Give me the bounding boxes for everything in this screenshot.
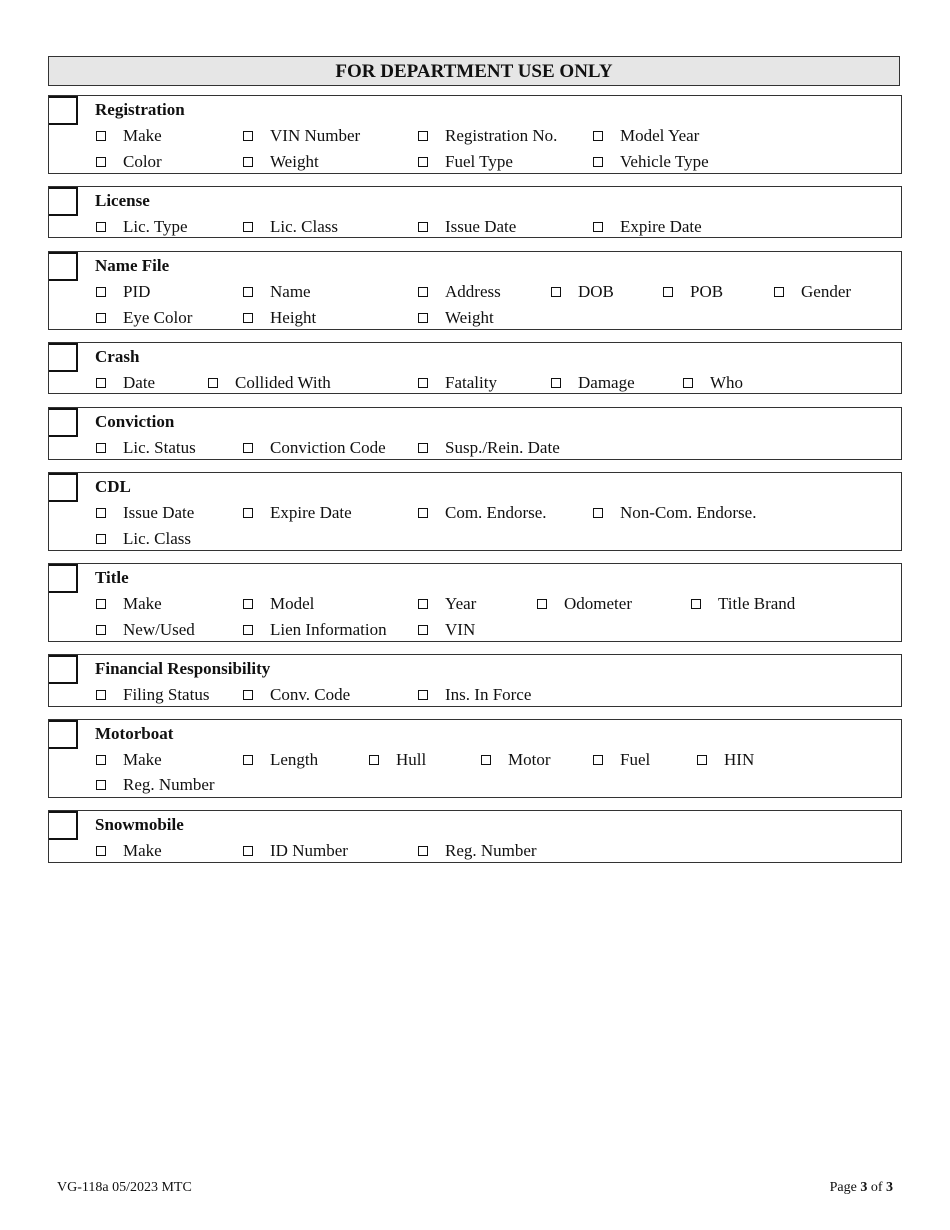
checkbox-label: Motor xyxy=(508,750,551,769)
section-cdl xyxy=(48,472,902,551)
page-current: 3 xyxy=(860,1180,868,1195)
checkbox-label: Filing Status xyxy=(123,685,210,704)
section-conviction xyxy=(48,407,902,460)
section-title: Crash xyxy=(95,347,140,366)
checkbox-icon[interactable] xyxy=(96,690,106,700)
checkbox-label: Weight xyxy=(445,308,494,327)
checkbox-icon[interactable] xyxy=(208,378,218,388)
checkbox-icon[interactable] xyxy=(96,780,106,790)
checkbox-icon[interactable] xyxy=(697,755,707,765)
section-checkbox[interactable] xyxy=(49,252,78,281)
checkbox-icon[interactable] xyxy=(96,443,106,453)
section-checkbox[interactable] xyxy=(49,811,78,840)
department-use-header: FOR DEPARTMENT USE ONLY xyxy=(48,56,900,86)
checkbox-label: Color xyxy=(123,152,162,171)
section-name-file xyxy=(48,251,902,330)
checkbox-icon[interactable] xyxy=(96,222,106,232)
checkbox-label: Issue Date xyxy=(123,503,195,522)
checkbox-icon[interactable] xyxy=(96,313,106,323)
checkbox-label: Date xyxy=(123,373,156,392)
section-checkbox[interactable] xyxy=(49,473,78,502)
checkbox-icon[interactable] xyxy=(418,157,428,167)
checkbox-icon[interactable] xyxy=(418,443,428,453)
checkbox-label: Weight xyxy=(270,152,319,171)
checkbox-icon[interactable] xyxy=(593,755,603,765)
section-checkbox[interactable] xyxy=(49,655,78,684)
checkbox-icon[interactable] xyxy=(96,755,106,765)
section-title-record xyxy=(48,563,902,642)
checkbox-label: POB xyxy=(690,282,724,301)
checkbox-label: Height xyxy=(270,308,317,327)
checkbox-label: Reg. Number xyxy=(123,775,215,794)
section-checkbox[interactable] xyxy=(49,187,78,216)
checkbox-icon[interactable] xyxy=(96,599,106,609)
checkbox-icon[interactable] xyxy=(243,625,253,635)
checkbox-label: ID Number xyxy=(270,841,348,860)
checkbox-icon[interactable] xyxy=(593,508,603,518)
checkbox-icon[interactable] xyxy=(369,755,379,765)
checkbox-icon[interactable] xyxy=(418,846,428,856)
section-title: Snowmobile xyxy=(95,815,184,834)
checkbox-icon[interactable] xyxy=(96,508,106,518)
checkbox-icon[interactable] xyxy=(418,599,428,609)
checkbox-label: Odometer xyxy=(564,594,632,613)
checkbox-label: Expire Date xyxy=(620,217,702,236)
section-title: License xyxy=(95,191,150,210)
checkbox-icon[interactable] xyxy=(243,690,253,700)
section-checkbox[interactable] xyxy=(49,564,78,593)
checkbox-icon[interactable] xyxy=(243,313,253,323)
checkbox-label: Damage xyxy=(578,373,635,392)
checkbox-label: Make xyxy=(123,750,162,769)
checkbox-icon[interactable] xyxy=(551,378,561,388)
checkbox-label: Conv. Code xyxy=(270,685,351,704)
checkbox-label: Gender xyxy=(801,282,852,301)
checkbox-label: Lic. Class xyxy=(123,529,191,548)
checkbox-label: HIN xyxy=(724,750,755,769)
section-checkbox[interactable] xyxy=(49,343,78,372)
checkbox-label: Make xyxy=(123,594,162,613)
section-snowmobile xyxy=(48,810,902,863)
section-title: CDL xyxy=(95,477,131,496)
checkbox-label: Name xyxy=(270,282,311,301)
checkbox-icon[interactable] xyxy=(96,378,106,388)
checkbox-icon[interactable] xyxy=(96,534,106,544)
checkbox-label: Lic. Status xyxy=(123,438,196,457)
checkbox-icon[interactable] xyxy=(243,508,253,518)
checkbox-label: Susp./Rein. Date xyxy=(445,438,560,457)
page-of: of xyxy=(867,1180,886,1195)
section-crash xyxy=(48,342,902,394)
checkbox-icon[interactable] xyxy=(418,131,428,141)
checkbox-label: DOB xyxy=(578,282,614,301)
checkbox-label: Fatality xyxy=(445,373,497,392)
checkbox-icon[interactable] xyxy=(96,131,106,141)
checkbox-icon[interactable] xyxy=(243,443,253,453)
checkbox-label: Fuel Type xyxy=(445,152,513,171)
checkbox-label: Collided With xyxy=(235,373,331,392)
checkbox-icon[interactable] xyxy=(551,287,561,297)
checkbox-icon[interactable] xyxy=(243,846,253,856)
checkbox-icon[interactable] xyxy=(593,131,603,141)
checkbox-icon[interactable] xyxy=(418,378,428,388)
checkbox-label: Non-Com. Endorse. xyxy=(620,503,757,522)
section-title: Title xyxy=(95,568,129,587)
checkbox-icon[interactable] xyxy=(243,599,253,609)
checkbox-label: Length xyxy=(270,750,319,769)
checkbox-label: VIN Number xyxy=(270,126,361,145)
checkbox-icon[interactable] xyxy=(774,287,784,297)
checkbox-label: VIN xyxy=(445,620,476,639)
section-license xyxy=(48,186,902,238)
section-checkbox[interactable] xyxy=(49,96,78,125)
checkbox-label: Year xyxy=(445,594,477,613)
section-financial-responsibility xyxy=(48,654,902,707)
checkbox-label: Make xyxy=(123,126,162,145)
checkbox-icon[interactable] xyxy=(691,599,701,609)
checkbox-label: Lic. Type xyxy=(123,217,188,236)
section-title: Motorboat xyxy=(95,724,174,743)
checkbox-label: Registration No. xyxy=(445,126,558,145)
section-title: Registration xyxy=(95,100,185,119)
checkbox-icon[interactable] xyxy=(96,157,106,167)
checkbox-label: Who xyxy=(710,373,744,392)
checkbox-label: Reg. Number xyxy=(445,841,537,860)
section-title: Financial Responsibility xyxy=(95,659,271,678)
checkbox-label: Address xyxy=(445,282,501,301)
checkbox-icon[interactable] xyxy=(418,690,428,700)
checkbox-label: Model Year xyxy=(620,126,700,145)
checkbox-icon[interactable] xyxy=(243,755,253,765)
checkbox-label: Issue Date xyxy=(445,217,517,236)
checkbox-icon[interactable] xyxy=(96,846,106,856)
section-title: Name File xyxy=(95,256,170,275)
checkbox-icon[interactable] xyxy=(683,378,693,388)
checkbox-icon[interactable] xyxy=(418,625,428,635)
checkbox-icon[interactable] xyxy=(243,222,253,232)
checkbox-label: Lien Information xyxy=(270,620,387,639)
section-checkbox[interactable] xyxy=(49,408,78,437)
section-registration xyxy=(48,95,902,174)
page-total: 3 xyxy=(886,1180,893,1195)
checkbox-label: Hull xyxy=(396,750,427,769)
checkbox-label: Make xyxy=(123,841,162,860)
checkbox-icon[interactable] xyxy=(481,755,491,765)
checkbox-icon[interactable] xyxy=(243,287,253,297)
checkbox-label: Expire Date xyxy=(270,503,352,522)
checkbox-label: Conviction Code xyxy=(270,438,386,457)
checkbox-label: Model xyxy=(270,594,315,613)
form-id: VG-118a 05/2023 MTC xyxy=(57,1180,192,1195)
checkbox-label: Ins. In Force xyxy=(445,685,532,704)
checkbox-icon[interactable] xyxy=(663,287,673,297)
section-title: Conviction xyxy=(95,412,175,431)
checkbox-label: Com. Endorse. xyxy=(445,503,547,522)
checkbox-icon[interactable] xyxy=(593,222,603,232)
checkbox-label: Lic. Class xyxy=(270,217,338,236)
section-checkbox[interactable] xyxy=(49,720,78,749)
checkbox-icon[interactable] xyxy=(593,157,603,167)
checkbox-icon[interactable] xyxy=(96,287,106,297)
checkbox-icon[interactable] xyxy=(418,287,428,297)
checkbox-icon[interactable] xyxy=(418,313,428,323)
checkbox-label: Vehicle Type xyxy=(620,152,709,171)
checkbox-label: PID xyxy=(123,282,151,301)
checkbox-label: Fuel xyxy=(620,750,651,769)
checkbox-icon[interactable] xyxy=(96,625,106,635)
checkbox-label: Title Brand xyxy=(718,594,796,613)
checkbox-label: Eye Color xyxy=(123,308,193,327)
checkbox-icon[interactable] xyxy=(418,222,428,232)
section-motorboat xyxy=(48,719,902,798)
page-prefix: Page xyxy=(829,1180,861,1195)
checkbox-icon[interactable] xyxy=(243,157,253,167)
checkbox-label: New/Used xyxy=(123,620,195,639)
page-number xyxy=(830,1180,893,1196)
checkbox-icon[interactable] xyxy=(537,599,547,609)
checkbox-icon[interactable] xyxy=(418,508,428,518)
checkbox-icon[interactable] xyxy=(243,131,253,141)
